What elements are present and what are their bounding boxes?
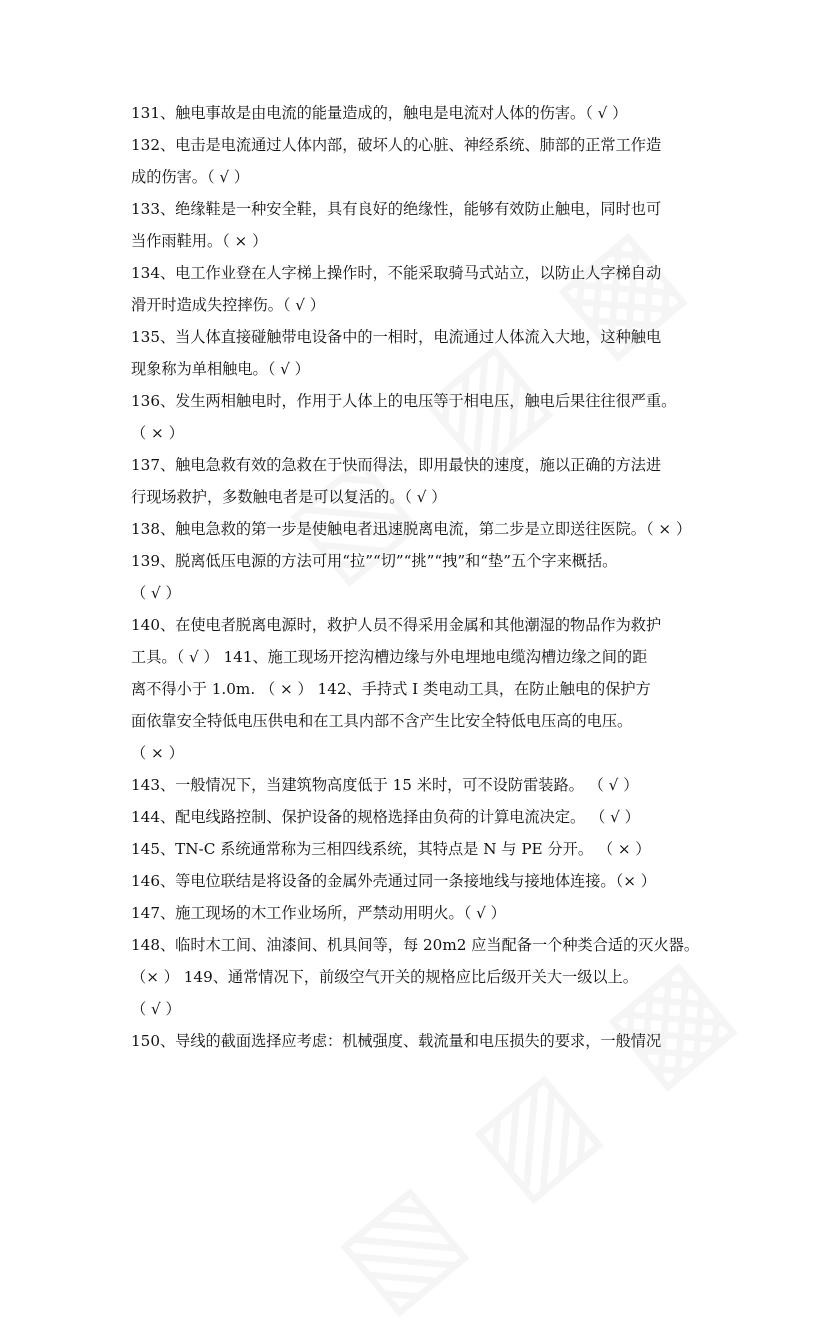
text-line: 现象称为单相触电。（ √ ） [131, 360, 310, 378]
text-line: （ × ） [131, 744, 184, 762]
text-line: 145、TN-C 系统通常称为三相四线系统，其特点是 N 与 PE 分开。 （ × ） [131, 840, 651, 858]
text-line: 面依靠安全特低电压供电和在工具内部不含产生比安全特低电压高的电压。 [131, 712, 633, 730]
text-line: 行现场救护，多数触电者是可以复活的。（ √ ） [131, 488, 447, 506]
text-line: 150、导线的截面选择应考虑：机械强度、载流量和电压损失的要求，一般情况 [131, 1032, 662, 1050]
text-line: 131、触电事故是由电流的能量造成的，触电是电流对人体的伤害。（ √ ） [131, 104, 628, 122]
text-line: （ √ ） [131, 584, 181, 602]
text-line: 133、绝缘鞋是一种安全鞋，具有良好的绝缘性，能够有效防止触电，同时也可 [131, 200, 662, 218]
question-list [131, 97, 721, 1057]
text-line: 148、临时木工间、油漆间、机具间等，每 20m2 应当配备一个种类合适的灭火器。 [131, 936, 700, 954]
text-line: 离不得小于 1.0m. （ × ） 142、手持式 I 类电动工具，在防止触电的保护方 [131, 680, 651, 698]
text-line: 成的伤害。（ √ ） [131, 168, 250, 186]
text-line: （ √ ） [131, 1000, 181, 1018]
text-line: 134、电工作业登在人字梯上操作时，不能采取骑马式站立，以防止人字梯自动 [131, 264, 662, 282]
text-line: 146、等电位联结是将设备的金属外壳通过同一条接地线与接地体连接。（× ） [131, 872, 656, 890]
text-line: 当作雨鞋用。（ × ） [131, 232, 268, 250]
text-line: 140、在使电者脱离电源时，救护人员不得采用金属和其他潮湿的物品作为救护 [131, 616, 662, 634]
text-line: 137、触电急救有效的急救在于快而得法，即用最快的速度，施以正确的方法进 [131, 456, 662, 474]
text-line: （ × ） [131, 424, 184, 442]
text-line: 136、发生两相触电时，作用于人体上的电压等于相电压，触电后果往往很严重。 [131, 392, 677, 410]
text-line: 147、施工现场的木工作业场所，严禁动用明火。（ √ ） [131, 904, 506, 922]
text-line: 滑开时造成失控摔伤。（ √ ） [131, 296, 325, 314]
text-line: 139、脱离低压电源的方法可用“拉”“切”“挑”“拽”和“垫”五个字来概括。 [131, 552, 618, 570]
text-line: 143、一般情况下，当建筑物高度低于 15 米时，可不设防雷装路。 （ √ ） [131, 776, 639, 794]
text-line: 138、触电急救的第一步是使触电者迅速脱离电流，第二步是立即送往医院。（ × ） [131, 520, 692, 538]
text-line: 144、配电线路控制、保护设备的规格选择由负荷的计算电流决定。 （ √ ） [131, 808, 640, 826]
text-line: 132、电击是电流通过人体内部，破坏人的心脏、神经系统、肺部的正常工作造 [131, 136, 662, 154]
text-line: （× ） 149、通常情况下，前级空气开关的规格应比后级开关大一级以上。 [131, 968, 638, 986]
text-line: 工具。（ √ ） 141、施工现场开挖沟槽边缘与外电埋地电缆沟槽边缘之间的距 [131, 648, 648, 666]
text-line: 135、当人体直接碰触带电设备中的一相时，电流通过人体流入大地，这种触电 [131, 328, 662, 346]
